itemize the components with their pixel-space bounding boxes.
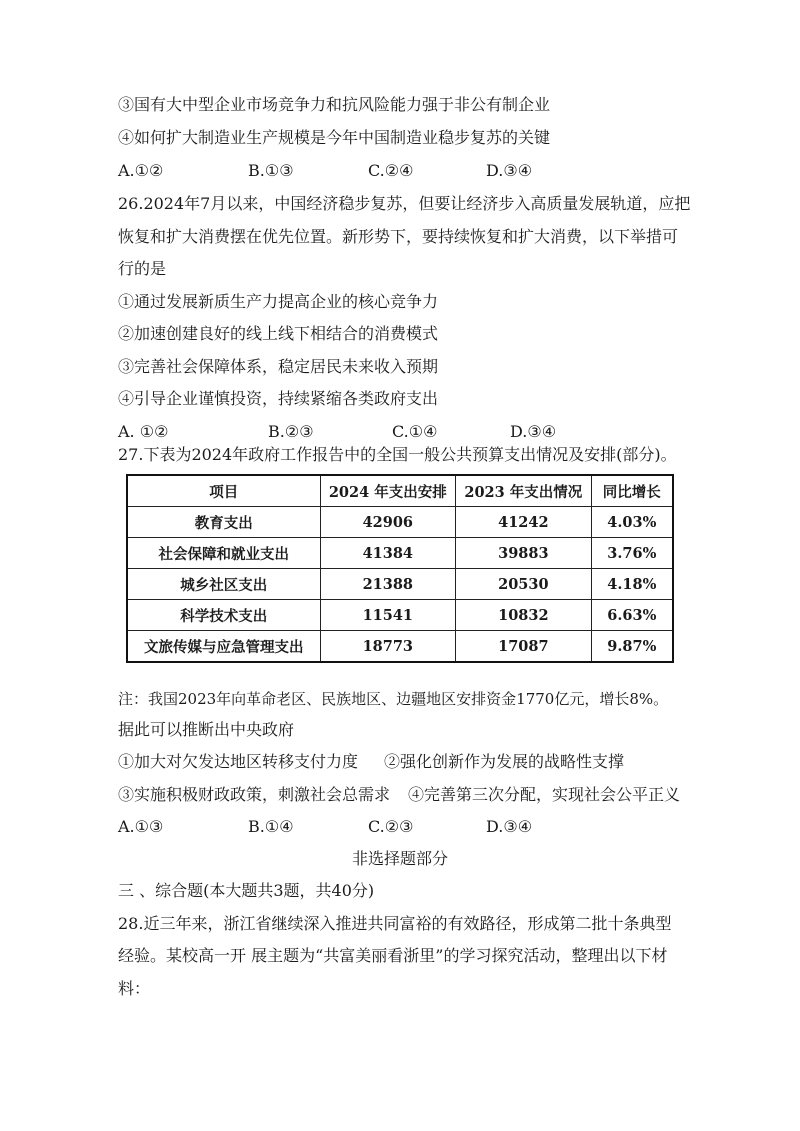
q26-stem-line-1: 26.2024年7月以来，中国经济稳步复苏，但要让经济步入高质量发展轨道，应把 [118, 194, 691, 213]
q25-option-b: B.①③ [248, 161, 294, 180]
table-cell: 文旅传媒与应急管理支出 [127, 631, 320, 663]
q27-option-b: B.①④ [248, 817, 294, 836]
section-title: 非选择题部分 [351, 849, 448, 868]
q25-option-c: C.②④ [368, 161, 414, 180]
table-cell: 39883 [456, 538, 592, 569]
q27-statement-4: ④完善第三次分配，实现社会公平正义 [408, 785, 681, 804]
q26-statement-1: ①通过发展新质生产力提高企业的核心竞争力 [118, 292, 439, 311]
q27-statement-3: ③实施积极财政政策，刺激社会总需求 [118, 785, 391, 804]
q27-option-a: A.①③ [118, 817, 164, 836]
q25-options [118, 160, 758, 182]
table-cell: 6.63% [591, 600, 673, 631]
q26-statement-2: ②加速创建良好的线上线下相结合的消费模式 [118, 324, 439, 343]
q28-stem-line-2: 经验。某校高一开 展主题为“共富美丽看浙里”的学习探究活动，整理出以下材 [118, 946, 668, 965]
table-row [127, 507, 673, 538]
table-cell: 10832 [456, 600, 592, 631]
q27-options [118, 816, 758, 838]
part-three-heading: 三 、综合题(本大题共3题，共40分) [118, 881, 375, 900]
q25-option-d: D.③④ [486, 161, 533, 180]
table-row [127, 538, 673, 569]
table-cell: 4.03% [591, 507, 673, 538]
table-cell: 3.76% [591, 538, 673, 569]
table-header-2023: 2023 年支出情况 [456, 475, 592, 507]
table-cell: 17087 [456, 631, 592, 663]
table-cell: 4.18% [591, 569, 673, 600]
q25-option-a: A.①② [118, 161, 164, 180]
q27-lead: 据此可以推断出中央政府 [118, 720, 295, 739]
q26-stem-line-2: 恢复和扩大消费摆在优先位置。新形势下，要持续恢复和扩大消费，以下举措可 [118, 227, 679, 246]
table-cell: 41242 [456, 507, 592, 538]
table-cell: 11541 [320, 600, 456, 631]
q26-statement-4: ④引导企业谨慎投资，持续紧缩各类政府支出 [118, 389, 439, 408]
table-cell: 41384 [320, 538, 456, 569]
table-cell: 城乡社区支出 [127, 569, 320, 600]
q26-option-b: B.②③ [268, 422, 314, 441]
q26-option-c: C.①④ [392, 422, 438, 441]
table-cell: 42906 [320, 507, 456, 538]
q27-statements-row-2 [118, 784, 758, 806]
q28-stem-line-1: 28.近三年来，浙江省继续深入推进共同富裕的有效路径，形成第二批十条典型 [118, 914, 672, 933]
table-cell: 20530 [456, 569, 592, 600]
budget-table [126, 474, 674, 663]
q26-option-a: A. ①② [118, 422, 169, 441]
q27-stem: 27.下表为2024年政府工作报告中的全国一般公共预算支出情况及安排(部分)。 [118, 445, 677, 464]
table-cell: 18773 [320, 631, 456, 663]
table-row [127, 600, 673, 631]
q27-statements-row-1 [118, 751, 758, 773]
q27-statement-2: ②强化创新作为发展的战略性支撑 [384, 752, 625, 771]
q27-table-note: 注：我国2023年向革命老区、民族地区、边疆地区安排资金1770亿元，增长8%。 [118, 690, 669, 708]
table-cell: 9.87% [591, 631, 673, 663]
table-cell: 科学技术支出 [127, 600, 320, 631]
table-cell: 教育支出 [127, 507, 320, 538]
q27-statement-1: ①加大对欠发达地区转移支付力度 [118, 752, 359, 771]
q28-stem-line-3: 料： [118, 979, 151, 998]
table-header-row [127, 475, 673, 507]
q25-statement-4: ④如何扩大制造业生产规模是今年中国制造业稳步复苏的关键 [118, 128, 551, 147]
q27-option-c: C.②③ [368, 817, 414, 836]
q26-option-d: D.③④ [510, 422, 557, 441]
q27-option-d: D.③④ [486, 817, 533, 836]
q25-statement-3: ③国有大中型企业市场竞争力和抗风险能力强于非公有制企业 [118, 95, 551, 114]
table-row [127, 631, 673, 663]
table-cell: 21388 [320, 569, 456, 600]
table-header-item: 项目 [127, 475, 320, 507]
table-cell: 社会保障和就业支出 [127, 538, 320, 569]
table-header-2024: 2024 年支出安排 [320, 475, 456, 507]
table-row [127, 569, 673, 600]
q26-statement-3: ③完善社会保障体系，稳定居民未来收入预期 [118, 357, 439, 376]
q26-stem-line-3: 行的是 [118, 259, 167, 278]
table-header-growth: 同比增长 [591, 475, 673, 507]
q26-options [118, 421, 758, 443]
